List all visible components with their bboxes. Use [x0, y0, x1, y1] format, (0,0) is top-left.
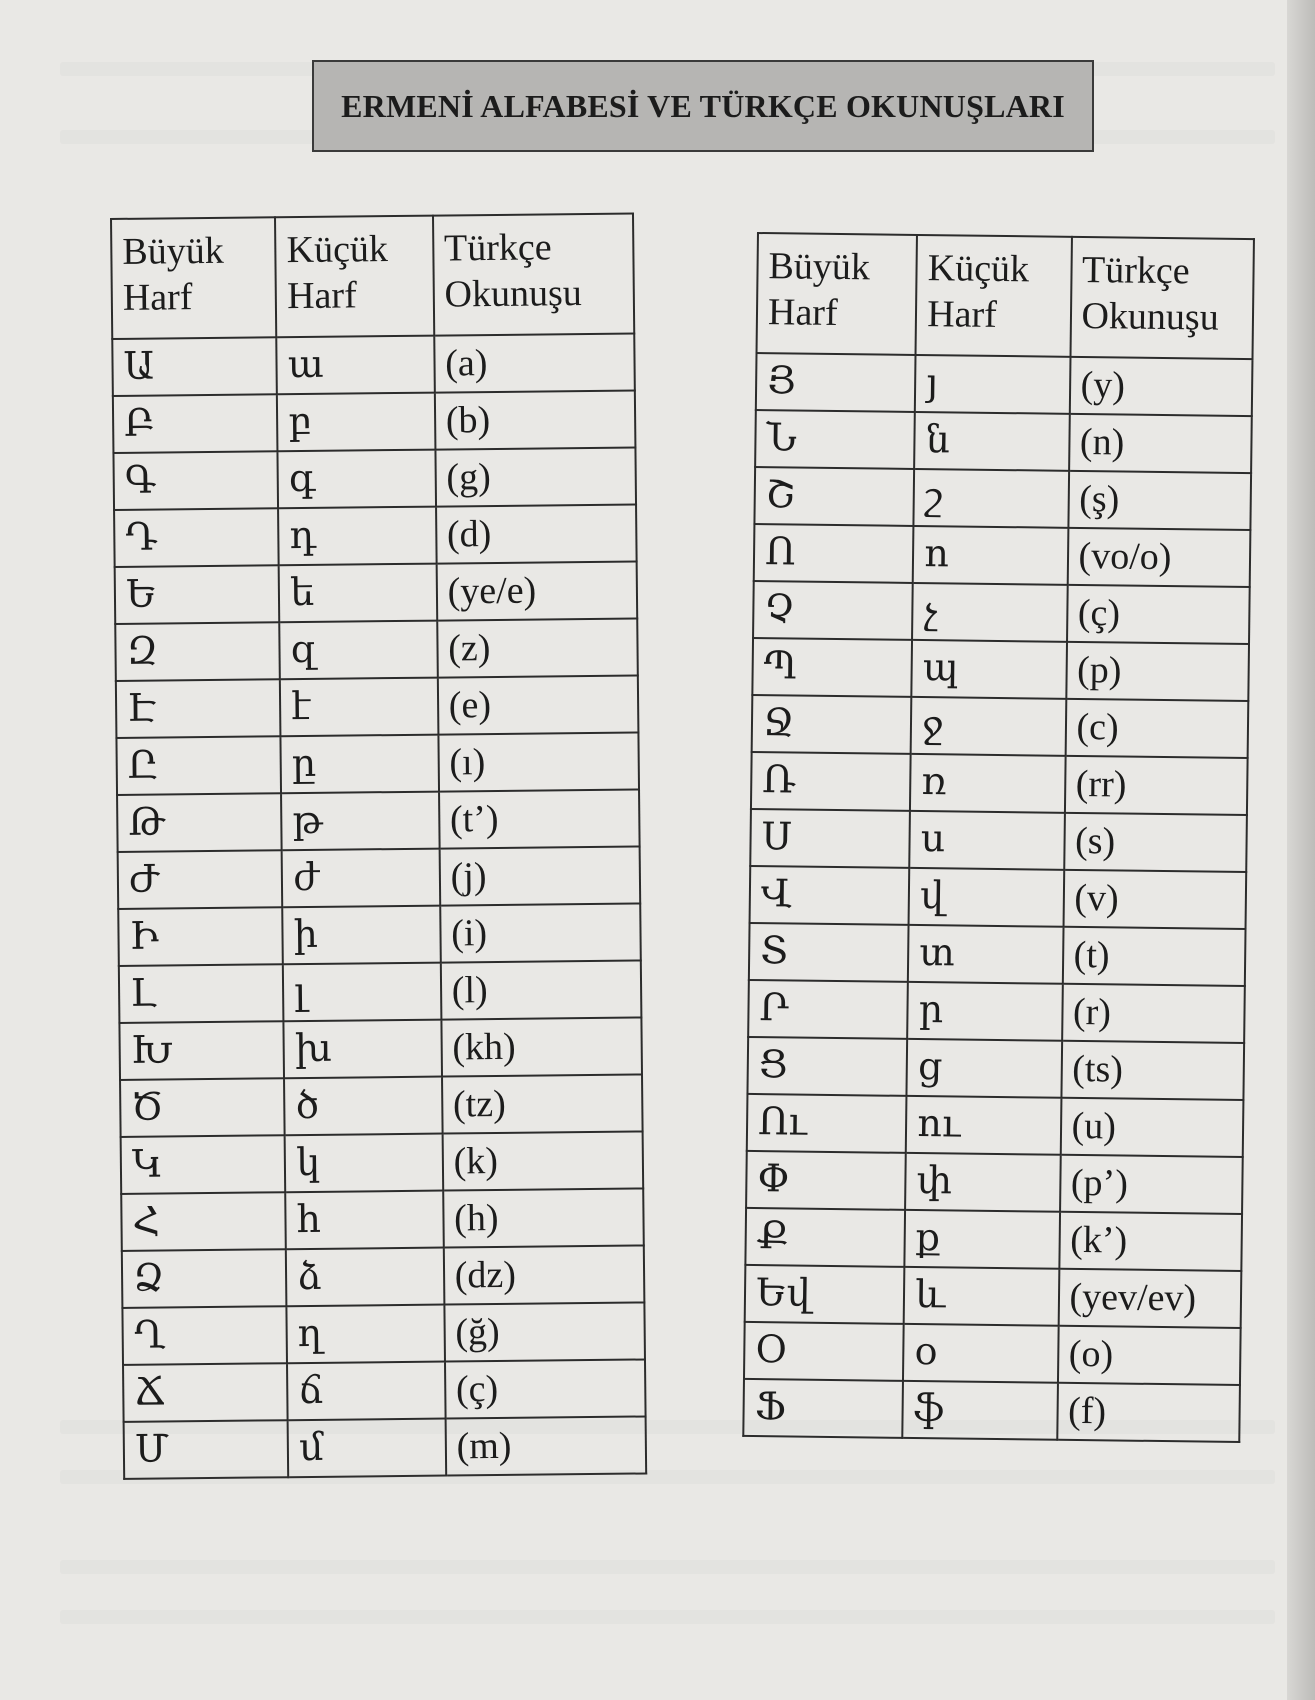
turkish-reading-cell: (v): [1063, 870, 1246, 929]
uppercase-letter-cell: Խ: [119, 1021, 284, 1080]
lowercase-letter-cell: պ: [912, 640, 1067, 699]
table-row: [114, 505, 637, 567]
turkish-reading-cell: (j): [439, 846, 640, 905]
turkish-reading-cell: (g): [435, 448, 636, 507]
header-reading-line-2: Okunuşu: [444, 271, 582, 316]
header-upper-line-2: Harf: [767, 290, 838, 334]
lowercase-letter-cell: ջ: [911, 697, 1066, 756]
lowercase-letter-cell: հ: [285, 1191, 443, 1250]
lowercase-letter-cell: է: [280, 678, 438, 737]
table-row: [122, 1302, 645, 1364]
lowercase-letter-cell: ը: [281, 735, 439, 794]
lowercase-letter-cell: յ: [915, 355, 1070, 414]
page-edge-shadow: [1287, 0, 1315, 1700]
turkish-reading-cell: (m): [445, 1416, 646, 1475]
turkish-reading-cell: (p’): [1060, 1155, 1243, 1214]
lowercase-letter-cell: կ: [285, 1134, 443, 1193]
lowercase-letter-cell: ո: [913, 526, 1068, 585]
header-reading-line-2: Okunuşu: [1081, 294, 1219, 339]
uppercase-letter-cell: Բ: [113, 394, 278, 453]
table-header-row: [111, 214, 634, 339]
table-row: [752, 638, 1249, 701]
header-lower-line-1: Küçük: [286, 228, 389, 272]
header-upper-case: [757, 233, 918, 355]
header-upper-line-1: Büyük: [122, 229, 224, 273]
uppercase-letter-cell: Շ: [754, 467, 914, 526]
table-row: [117, 789, 640, 851]
uppercase-letter-cell: Ր: [748, 980, 908, 1039]
table-body-left: [112, 334, 646, 1479]
uppercase-letter-cell: Ու: [747, 1094, 907, 1153]
turkish-reading-cell: (i): [440, 903, 641, 962]
lowercase-letter-cell: թ: [281, 792, 439, 851]
uppercase-letter-cell: Վ: [750, 866, 910, 925]
header-reading-line-1: Türkçe: [1081, 248, 1190, 293]
lowercase-letter-cell: ա: [277, 336, 435, 395]
table-row: [124, 1416, 647, 1478]
uppercase-letter-cell: Ջ: [752, 695, 912, 754]
table-row: [752, 695, 1249, 758]
lowercase-letter-cell: ս: [909, 811, 1064, 870]
turkish-reading-cell: (y): [1069, 357, 1252, 416]
uppercase-letter-cell: Եվ: [745, 1265, 905, 1324]
turkish-reading-cell: (ş): [1068, 471, 1251, 530]
header-lower-line-2: Harf: [286, 274, 357, 317]
lowercase-letter-cell: փ: [905, 1153, 1060, 1212]
turkish-reading-cell: (d): [436, 505, 637, 564]
lowercase-letter-cell: ք: [905, 1210, 1060, 1269]
lowercase-letter-cell: ռ: [910, 754, 1065, 813]
turkish-reading-cell: (ç): [1067, 585, 1250, 644]
turkish-reading-cell: (kh): [441, 1017, 642, 1076]
header-lower-line-2: Harf: [926, 292, 998, 336]
uppercase-letter-cell: Ռ: [751, 752, 911, 811]
uppercase-letter-cell: Է: [116, 679, 281, 738]
turkish-reading-cell: (p): [1066, 642, 1249, 701]
uppercase-letter-cell: Ա: [112, 337, 277, 396]
table-row: [116, 675, 639, 737]
table-row: [118, 846, 641, 908]
uppercase-letter-cell: Օ: [744, 1322, 904, 1381]
turkish-reading-cell: (ç): [445, 1359, 646, 1418]
lowercase-letter-cell: ղ: [287, 1305, 445, 1364]
lowercase-letter-cell: խ: [284, 1020, 442, 1079]
turkish-reading-cell: (u): [1060, 1098, 1243, 1157]
table-row: [113, 391, 636, 453]
header-upper-case: [111, 217, 277, 339]
uppercase-letter-cell: Ո: [754, 524, 914, 583]
table-row: [750, 866, 1247, 929]
turkish-reading-cell: (ğ): [444, 1302, 645, 1361]
lowercase-letter-cell: տ: [908, 925, 1063, 984]
turkish-reading-cell: (k’): [1059, 1212, 1242, 1271]
turkish-reading-cell: (tz): [442, 1074, 643, 1133]
alphabet-table-right: [742, 232, 1255, 1443]
uppercase-letter-cell: Թ: [117, 793, 282, 852]
lowercase-letter-cell: վ: [909, 868, 1064, 927]
table-row: [112, 334, 635, 396]
lowercase-letter-cell: ց: [907, 1039, 1062, 1098]
table-row: [744, 1322, 1241, 1385]
uppercase-letter-cell: Ք: [745, 1208, 905, 1267]
lowercase-letter-cell: օ: [903, 1324, 1058, 1383]
turkish-reading-cell: (ye/e): [436, 562, 637, 621]
header-lower-case: [916, 235, 1072, 357]
page-title: ERMENİ ALFABESİ VE TÜRKÇE OKUNUŞLARI: [312, 60, 1094, 152]
turkish-reading-cell: (rr): [1064, 756, 1247, 815]
turkish-reading-cell: (k): [442, 1131, 643, 1190]
table-row: [750, 809, 1247, 872]
lowercase-letter-cell: դ: [278, 507, 436, 566]
uppercase-letter-cell: Մ: [124, 1420, 289, 1479]
uppercase-letter-cell: Լ: [119, 964, 284, 1023]
table-row: [745, 1265, 1242, 1328]
uppercase-letter-cell: Ը: [116, 736, 281, 795]
table-row: [745, 1208, 1242, 1271]
lowercase-letter-cell: գ: [278, 450, 436, 509]
table-row: [751, 752, 1248, 815]
uppercase-letter-cell: Չ: [753, 581, 913, 640]
turkish-reading-cell: (n): [1069, 414, 1252, 473]
table-row: [115, 562, 638, 624]
table-row: [755, 410, 1252, 473]
turkish-reading-cell: (t’): [439, 789, 640, 848]
lowercase-letter-cell: մ: [288, 1419, 446, 1478]
turkish-reading-cell: (s): [1064, 813, 1247, 872]
turkish-reading-cell: (yev/ev): [1058, 1269, 1241, 1328]
lowercase-letter-cell: ճ: [287, 1362, 445, 1421]
uppercase-letter-cell: Ֆ: [743, 1379, 903, 1438]
uppercase-letter-cell: Ծ: [120, 1078, 285, 1137]
turkish-reading-cell: (a): [434, 334, 635, 393]
turkish-reading-cell: (b): [435, 391, 636, 450]
uppercase-letter-cell: Ղ: [122, 1306, 287, 1365]
turkish-reading-cell: (l): [441, 960, 642, 1019]
alphabet-table-left: [110, 213, 647, 1480]
uppercase-letter-cell: Գ: [113, 451, 278, 510]
table-header-row: [757, 233, 1254, 359]
table-row: [119, 1017, 642, 1079]
uppercase-letter-cell: Ն: [755, 410, 915, 469]
turkish-reading-cell: (e): [438, 675, 639, 734]
lowercase-letter-cell: ե: [279, 564, 437, 623]
table-row: [754, 524, 1251, 587]
table-row: [747, 1037, 1244, 1100]
lowercase-letter-cell: ի: [283, 906, 441, 965]
uppercase-letter-cell: Ի: [118, 907, 283, 966]
lowercase-letter-cell: ձ: [286, 1248, 444, 1307]
table-row: [748, 980, 1245, 1043]
uppercase-letter-cell: Փ: [746, 1151, 906, 1210]
turkish-reading-cell: (f): [1057, 1383, 1240, 1442]
turkish-reading-cell: (t): [1062, 927, 1245, 986]
lowercase-letter-cell: ժ: [282, 849, 440, 908]
header-lower-case: [275, 216, 434, 338]
lowercase-letter-cell: ու: [906, 1096, 1061, 1155]
uppercase-letter-cell: Յ: [756, 353, 916, 412]
turkish-reading-cell: (r): [1062, 984, 1245, 1043]
table-row: [120, 1074, 643, 1136]
table-row: [119, 960, 642, 1022]
uppercase-letter-cell: Դ: [114, 508, 279, 567]
uppercase-letter-cell: Ց: [747, 1037, 907, 1096]
uppercase-letter-cell: Կ: [121, 1135, 286, 1194]
table-row: [123, 1359, 646, 1421]
table-row: [756, 353, 1253, 416]
lowercase-letter-cell: և: [904, 1267, 1059, 1326]
uppercase-letter-cell: Ե: [115, 565, 280, 624]
uppercase-letter-cell: Զ: [115, 622, 280, 681]
table-row: [121, 1188, 644, 1250]
uppercase-letter-cell: Ճ: [123, 1363, 288, 1422]
bleed-through-text: [60, 1560, 1275, 1574]
turkish-reading-cell: (vo/o): [1067, 528, 1250, 587]
turkish-reading-cell: (o): [1057, 1326, 1240, 1385]
table-row: [116, 732, 639, 794]
header-reading-line-1: Türkçe: [443, 226, 552, 270]
lowercase-letter-cell: շ: [914, 469, 1069, 528]
table-row: [122, 1245, 645, 1307]
uppercase-letter-cell: Ս: [750, 809, 910, 868]
lowercase-letter-cell: ծ: [284, 1077, 442, 1136]
lowercase-letter-cell: ն: [914, 412, 1069, 471]
table-row: [754, 467, 1251, 530]
header-upper-line-1: Büyük: [768, 245, 871, 289]
lowercase-letter-cell: չ: [912, 583, 1067, 642]
turkish-reading-cell: (h): [443, 1188, 644, 1247]
turkish-reading-cell: (ts): [1061, 1041, 1244, 1100]
table-row: [118, 903, 641, 965]
lowercase-letter-cell: ֆ: [902, 1381, 1057, 1440]
header-turkish-reading: [1070, 237, 1254, 359]
lowercase-letter-cell: ր: [907, 982, 1062, 1041]
bleed-through-text: [60, 1610, 1275, 1624]
lowercase-letter-cell: բ: [277, 393, 435, 452]
turkish-reading-cell: (c): [1065, 699, 1248, 758]
table-row: [115, 619, 638, 681]
table-row: [121, 1131, 644, 1193]
header-upper-line-2: Harf: [122, 275, 193, 319]
uppercase-letter-cell: Ժ: [118, 850, 283, 909]
turkish-reading-cell: (ı): [438, 732, 639, 791]
turkish-reading-cell: (dz): [443, 1245, 644, 1304]
uppercase-letter-cell: Հ: [121, 1192, 286, 1251]
table-row: [743, 1379, 1240, 1442]
header-turkish-reading: [433, 214, 635, 336]
table-row: [113, 448, 636, 510]
uppercase-letter-cell: Տ: [749, 923, 909, 982]
table-row: [753, 581, 1250, 644]
table-row: [746, 1151, 1243, 1214]
table-row: [749, 923, 1246, 986]
turkish-reading-cell: (z): [437, 619, 638, 678]
uppercase-letter-cell: Պ: [752, 638, 912, 697]
header-lower-line-1: Küçük: [927, 247, 1030, 291]
lowercase-letter-cell: լ: [283, 963, 441, 1022]
table-row: [747, 1094, 1244, 1157]
uppercase-letter-cell: Ձ: [122, 1249, 287, 1308]
table-body-right: [743, 353, 1252, 1442]
lowercase-letter-cell: զ: [280, 621, 438, 680]
